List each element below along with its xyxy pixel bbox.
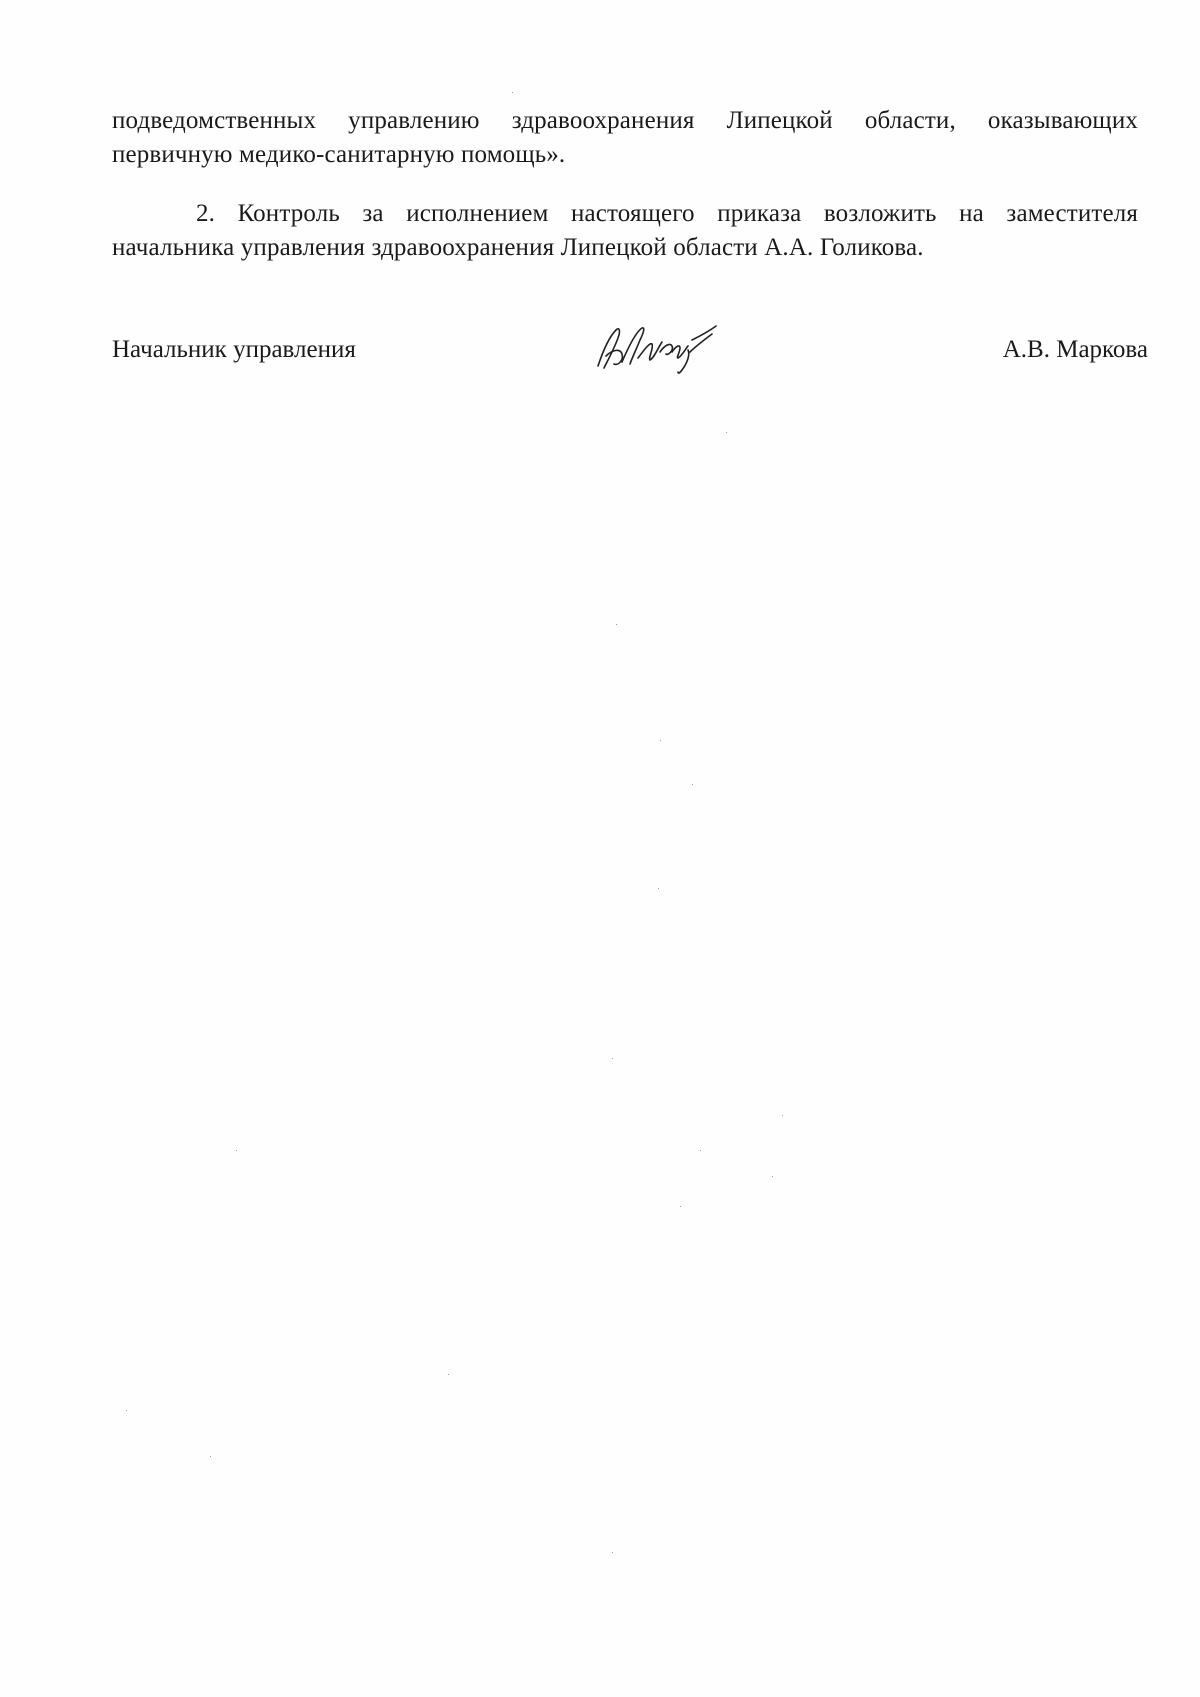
scan-speck xyxy=(210,1456,211,1457)
scan-speck xyxy=(680,1206,681,1207)
signatory-role: Начальник управления xyxy=(112,336,356,363)
signature-block xyxy=(112,330,1148,390)
scan-speck xyxy=(692,784,693,785)
scan-speck xyxy=(772,1176,773,1177)
scan-speck xyxy=(726,432,727,433)
scan-speck xyxy=(612,1552,613,1553)
paragraph-2-line-2: начальника управления здравоохранения Липецкой области А.А. Голикова. xyxy=(112,234,924,261)
paragraph-2-line-1: 2. Контроль за исполнением настоящего приказа возложить на заместителя xyxy=(196,200,1138,227)
paragraph-1-line-2: первичную медико-санитарную помощь». xyxy=(112,141,566,168)
scan-speck xyxy=(616,624,617,625)
scan-speck xyxy=(126,1410,127,1411)
paragraph-item-2 xyxy=(112,197,1138,265)
scan-speck xyxy=(236,1150,237,1151)
handwritten-signature-icon xyxy=(592,318,722,378)
scan-speck xyxy=(448,1374,449,1375)
paragraph-1-line-1: подведомственных управлению здравоохранения Липецкой области, оказывающих xyxy=(112,107,1138,134)
scan-speck xyxy=(612,1058,613,1059)
scan-speck xyxy=(660,740,661,741)
scan-speck xyxy=(658,888,659,889)
paragraph-continuation xyxy=(112,104,1138,172)
scan-speck xyxy=(782,1115,783,1116)
scan-speck xyxy=(700,1150,701,1151)
scan-speck xyxy=(512,92,513,93)
signatory-name: А.В. Маркова xyxy=(1002,336,1148,363)
